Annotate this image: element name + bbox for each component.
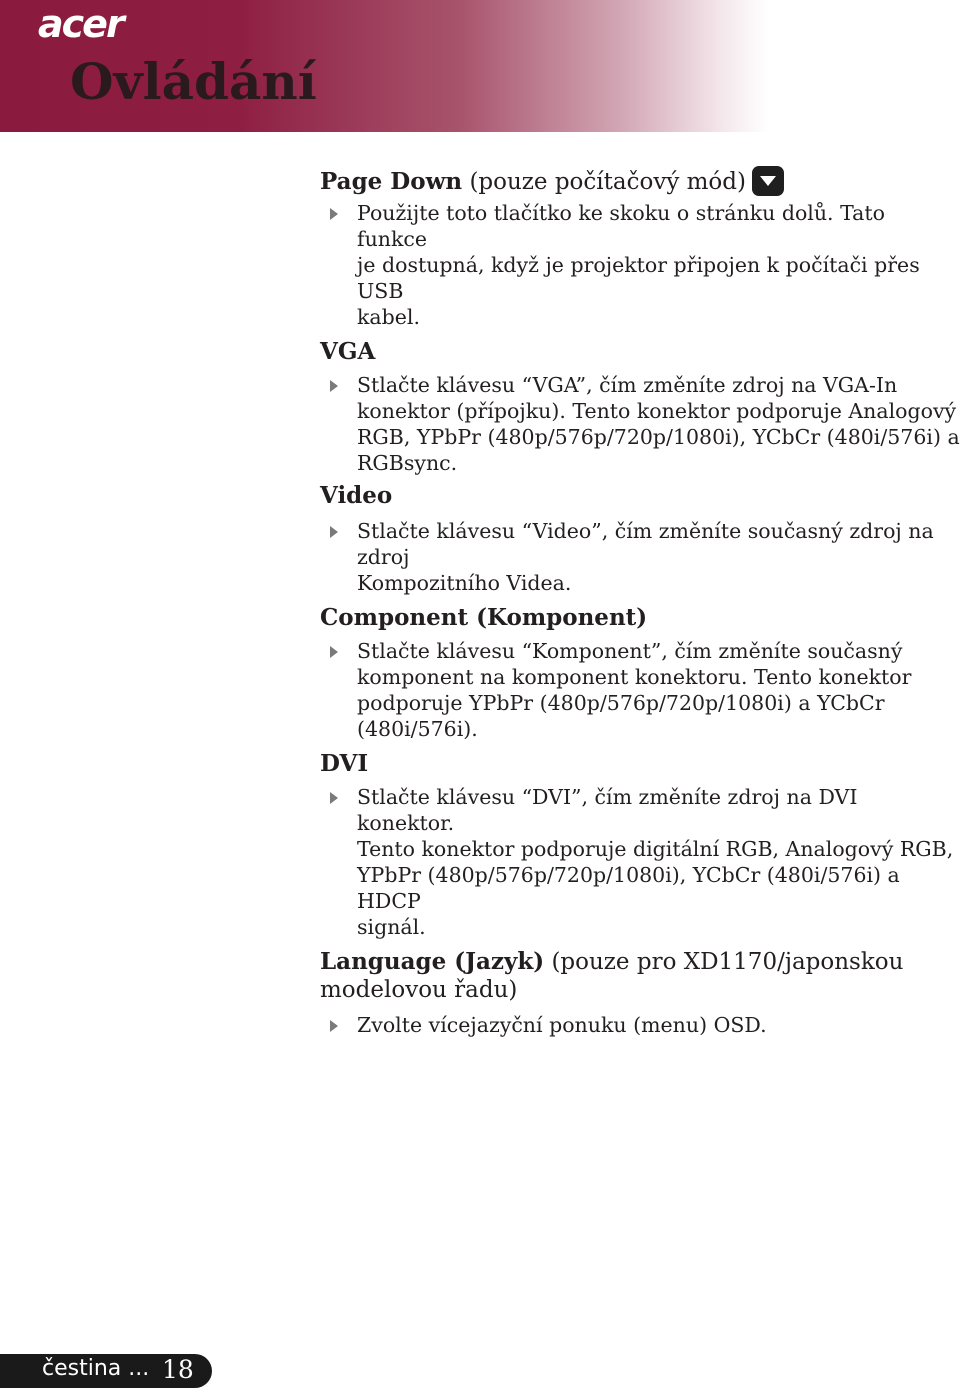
bullet-arrow-icon [330, 646, 338, 658]
list-item: Stlačte klávesu “VGA”, čím změníte zdroj na VGA-In konektor (přípojku). Tento konektor podporuje Analogový RGB, YPbPr (480p/576p/720p/1080i), YCbCr (480i/576i) a RGBsync. [320, 372, 960, 476]
section-heading-language: Language (Jazyk) (pouze pro XD1170/japonskou modelovou řadu) [320, 948, 904, 1003]
section-heading-page-down: Page Down (pouze počítačový mód) [320, 166, 960, 196]
bullet-arrow-icon [330, 792, 338, 804]
bullet-arrow-icon [330, 1020, 338, 1032]
section-heading-component: Component (Komponent) [320, 604, 648, 631]
page-title: Ovládání [70, 52, 317, 111]
bullet-arrow-icon [330, 526, 338, 538]
list-item: Zvolte vícejazyčnı́ ponuku (menu) OSD. [320, 1012, 960, 1038]
header-banner [0, 0, 960, 132]
bullet-arrow-icon [330, 380, 338, 392]
footer-language: čestina ... [42, 1356, 150, 1381]
list-item: Stlačte klávesu “Video”, čím změníte současný zdroj na zdroj Kompozitního Videa. [320, 518, 960, 596]
arrow-down-key-icon [752, 166, 784, 196]
page-footer [0, 1354, 212, 1388]
main-content [320, 166, 960, 1038]
bullet-arrow-icon [330, 208, 338, 220]
list-item: Stlačte klávesu “Komponent”, čím změníte současný komponent na komponent konektoru. Tento konektor podporuje YPbPr (480p/576p/720p/1080i) a YCbCr (480i/576i). [320, 638, 960, 742]
page-number: 18 [162, 1355, 194, 1384]
section-heading-dvi: DVI [320, 750, 369, 777]
list-item: Použijte toto tlačítko ke skoku o stránku dolů. Tato funkce je dostupná, když je projektor připojen k počítači přes USB kabel. [320, 200, 960, 330]
list-item: Stlačte klávesu “DVI”, čím změníte zdroj na DVI konektor. Tento konektor podporuje digitální RGB, Analogový RGB, YPbPr (480p/576p/720p/1080i), YCbCr (480i/576i) a HDCP signál. [320, 784, 960, 940]
section-heading-video: Video [320, 482, 393, 509]
acer-logo: acer [38, 2, 123, 46]
section-heading-vga: VGA [320, 338, 376, 365]
